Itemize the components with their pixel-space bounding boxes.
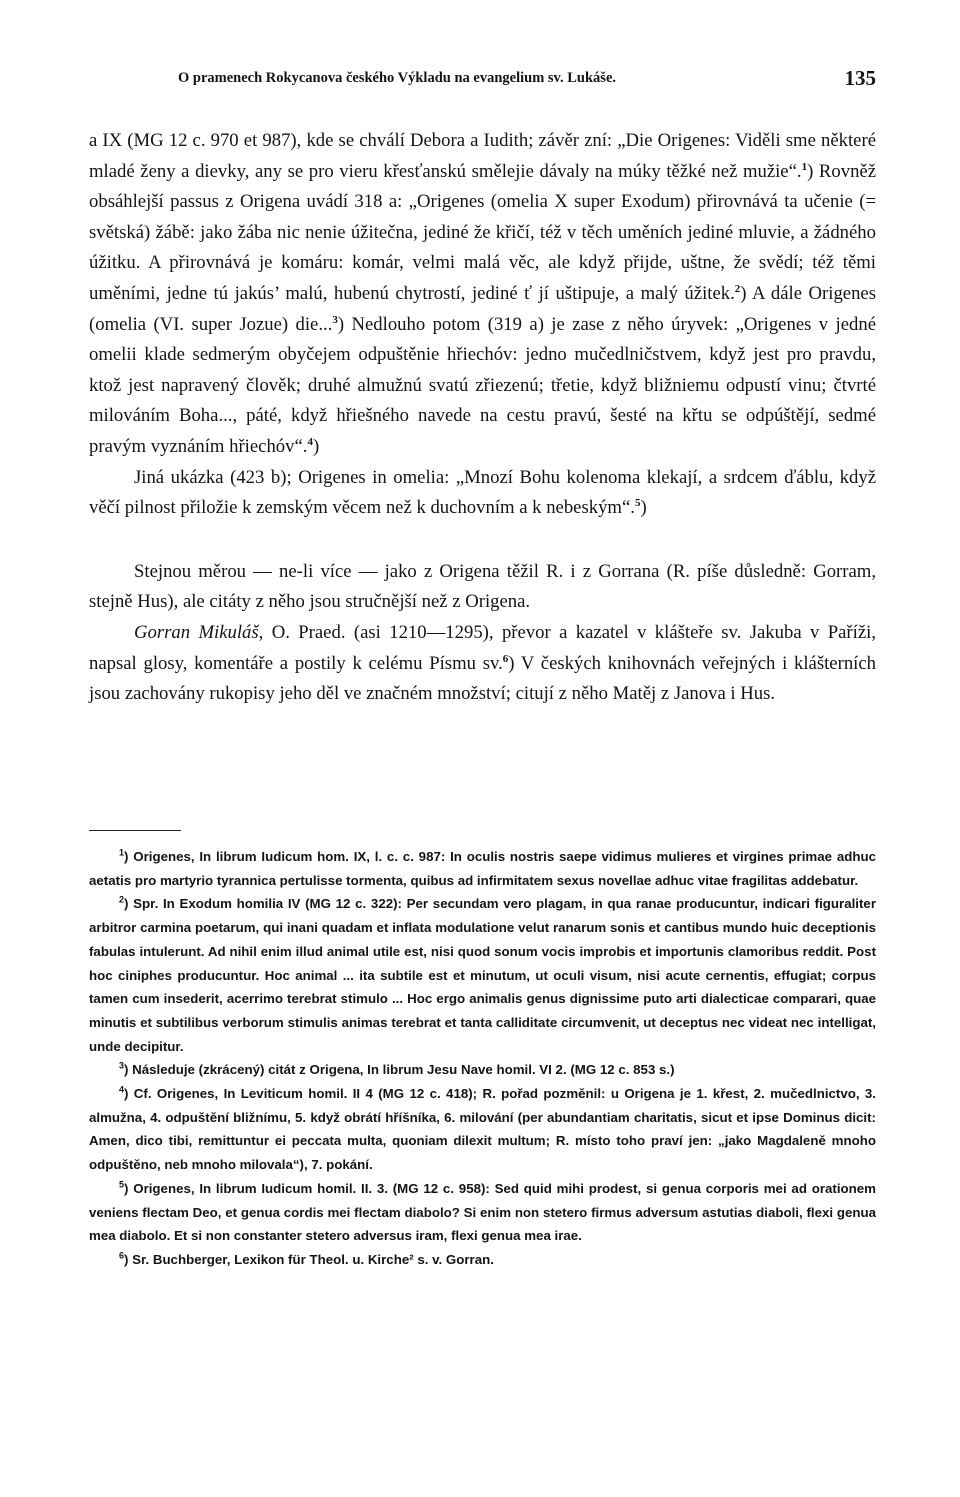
footnote-ref-6[interactable]: 6 <box>502 652 509 665</box>
footnote-ref-5[interactable]: 5 <box>634 496 641 509</box>
paragraph-another-sample <box>89 463 876 524</box>
footnote-text: ) Spr. In Exodum homilia IV (MG 12 c. 322): Per secundam vero plagam, in qua ranae producuntur, indicari figuraliter arbitror carmina poetarum, qui inani quadam et inflata modulatione velut ranarum sonis et cantibus mundo huic deceptionis fabulas intulerunt. Ad nihil enim illud animal utile est, nisi quod sonum vocis improbis et importunis clamoribus reddit. Post hoc ciniphes producuntur. Hoc animal ... ita subtile est et minutum, ut oculi visum, nisi acute cernentis, effugiat; corpus tamen cum insederit, acerrimo terebrat stimulo ... Hoc ergo animalis genus dignissime puto arti dialecticae comparari, quae minutis et subtilibus verborum stimulis animas terebrat et tanta calliditate circumvenit, ut deceptus nec videat nec intelligat, unde decipitur. <box>89 896 876 1054</box>
footnote-5 <box>89 1177 876 1248</box>
footnote-divider <box>89 830 181 831</box>
footnote-mark: 1 <box>119 847 125 858</box>
footnote-text: ) Sr. Buchberger, Lexikon für Theol. u. Kirche² s. v. Gorran. <box>124 1251 494 1267</box>
text-run: ) Nedlouho potom (319 a) je zase z něho úryvek: „Origenes v jedné omelii klade sedmerým obyčejem odpuštěnie hřiechóv: jedno mučedlničstvem, když jest pro pravdu, ktož jest napravený člověk; druhé almužnú svatú zřiezenú; třetie, když bližniemu odpustí vinu; čtvrté milováním Boha..., páté, když hřiešného navede na cestu pravú, šesté na křtu se odpúštějí, sedmé pravým vyznáním hřiechóv“. <box>89 313 876 457</box>
page-number: 135 <box>844 66 876 90</box>
footnote-text: ) Cf. Origenes, In Leviticum homil. II 4 (MG 12 c. 418); R. pořad pozměnil: u Origena je 1. křest, 2. mučedlnictvo, 3. almužna, 4. odpuštění bližnímu, 5. když obrátí hříšníka, 6. milování (per abundantiam charitatis, sicut et ipse Dominus dicit: Amen, dico tibi, remittuntur ei peccata multa, quoniam dilexit multum; R. místo toho praví jen: „jako Magdaleně mnoho odpuštěno, neb mnoho milovala“), 7. pokání. <box>89 1086 876 1173</box>
author-name: Gorran Mikuláš, <box>134 621 264 643</box>
text-run: ) V českých knihovnách veřejných i klášterních jsou zachovány rukopisy jeho děl ve značném množství; citují z něho Matěj z Janova i Hus. <box>89 652 876 705</box>
footnote-2 <box>89 892 876 1058</box>
paragraph-gorran-bio <box>89 618 876 710</box>
footnote-text: ) Origenes, In librum Iudicum hom. IX, l. c. c. 987: In oculis nostris saepe vidimus mulieres et virgines primae adhuc aetatis pro martyrio tyrannica pertulisse tormenta, quibus ad infirmitatem sexus novellae adhuc vitae fragilitas addebatur. <box>89 849 876 888</box>
paragraph-gap <box>89 524 876 557</box>
footnote-mark: 4 <box>119 1084 125 1095</box>
footnote-mark: 3 <box>119 1060 125 1071</box>
text-run: O. Praed. (asi 1210—1295), převor a kazatel v klášteře sv. Jakuba v Paříži, napsal glosy, komentáře a postily k celému Písmu sv. <box>89 621 877 674</box>
footnote-ref-1[interactable]: 1 <box>801 160 808 173</box>
page-header <box>178 66 876 94</box>
footnote-3 <box>89 1058 876 1082</box>
body-text <box>89 126 876 710</box>
footnote-mark: 5 <box>119 1179 125 1190</box>
footnote-mark: 6 <box>119 1250 125 1261</box>
running-title: O pramenech Rokycanova českého Výkladu na evangelium sv. Lukáše. <box>178 70 617 86</box>
footnote-6 <box>89 1248 876 1272</box>
footnote-text: ) Následuje (zkrácený) citát z Origena, In librum Jesu Nave homil. VI 2. (MG 12 c. 853 s.) <box>124 1062 675 1078</box>
paragraph-origenes-citations <box>89 126 876 463</box>
footnote-ref-4[interactable]: 4 <box>307 435 313 448</box>
footnote-ref-2[interactable]: 2 <box>734 282 741 295</box>
footnotes <box>89 845 876 1272</box>
footnote-4 <box>89 1082 876 1177</box>
text-run: ) Rovněž obsáhlejší passus z Origena uvádí 318 a: „Origenes (omelia X super Exodum) přirovnává ta učenie (= světská) žábě: jako žába nic nenie úžitečna, jediné že křičí, též v těch uměních jediné mluvie, a žádného úžitku. A přirovnává je komáru: komár, velmi malá věc, ale když přijde, uštne, že svědí; též těmi uměními, jedne tú jakús’ malú, hubenú chytrostí, jediné ť jí uštipuje, a malý úžitek. <box>89 160 876 304</box>
text-run: a IX (MG 12 c. 970 et 987), kde se chválí Debora a Iudith; závěr zní: „Die Origenes: Viděli sme některé mladé ženy a dievky, any se pro vieru křesťanskú smělejie dávaly na múky těžké než mužie“. <box>89 130 876 182</box>
text-run: Jiná ukázka (423 b); Origenes in omelia: „Mnozí Bohu kolenoma klekají, a srdcem ďáblu, když věčí pilnost přiložie k zemským věcem než k duchovním a k nebeským“. <box>89 466 876 519</box>
text-run: ) <box>640 497 647 519</box>
text-run: ) <box>312 435 320 457</box>
paragraph-gorran-intro: Stejnou měrou — ne-li více — jako z Origena těžil R. i z Gorrana (R. píše důsledně: Gorram, stejně Hus), ale citáty z něho jsou stručnější než z Origena. <box>89 560 876 613</box>
footnote-text: ) Origenes, In librum Iudicum homil. II. 3. (MG 12 c. 958): Sed quid mihi prodest, si genua corporis mei ad orationem veniens flectam Deo, et genua cordis mei flectam diabolo? Si enim non stetero firmus adversum astutias diaboli, flexi genua mea diabolo. Et si non constanter stetero adversus iram, flexi genua mea irae. <box>89 1180 876 1244</box>
footnote-mark: 2 <box>119 894 125 905</box>
footnote-ref-3[interactable]: 3 <box>332 313 338 326</box>
text-run: ) A dále Origenes (omelia (VI. super Jozue) die... <box>89 282 876 335</box>
footnote-1 <box>89 845 876 892</box>
